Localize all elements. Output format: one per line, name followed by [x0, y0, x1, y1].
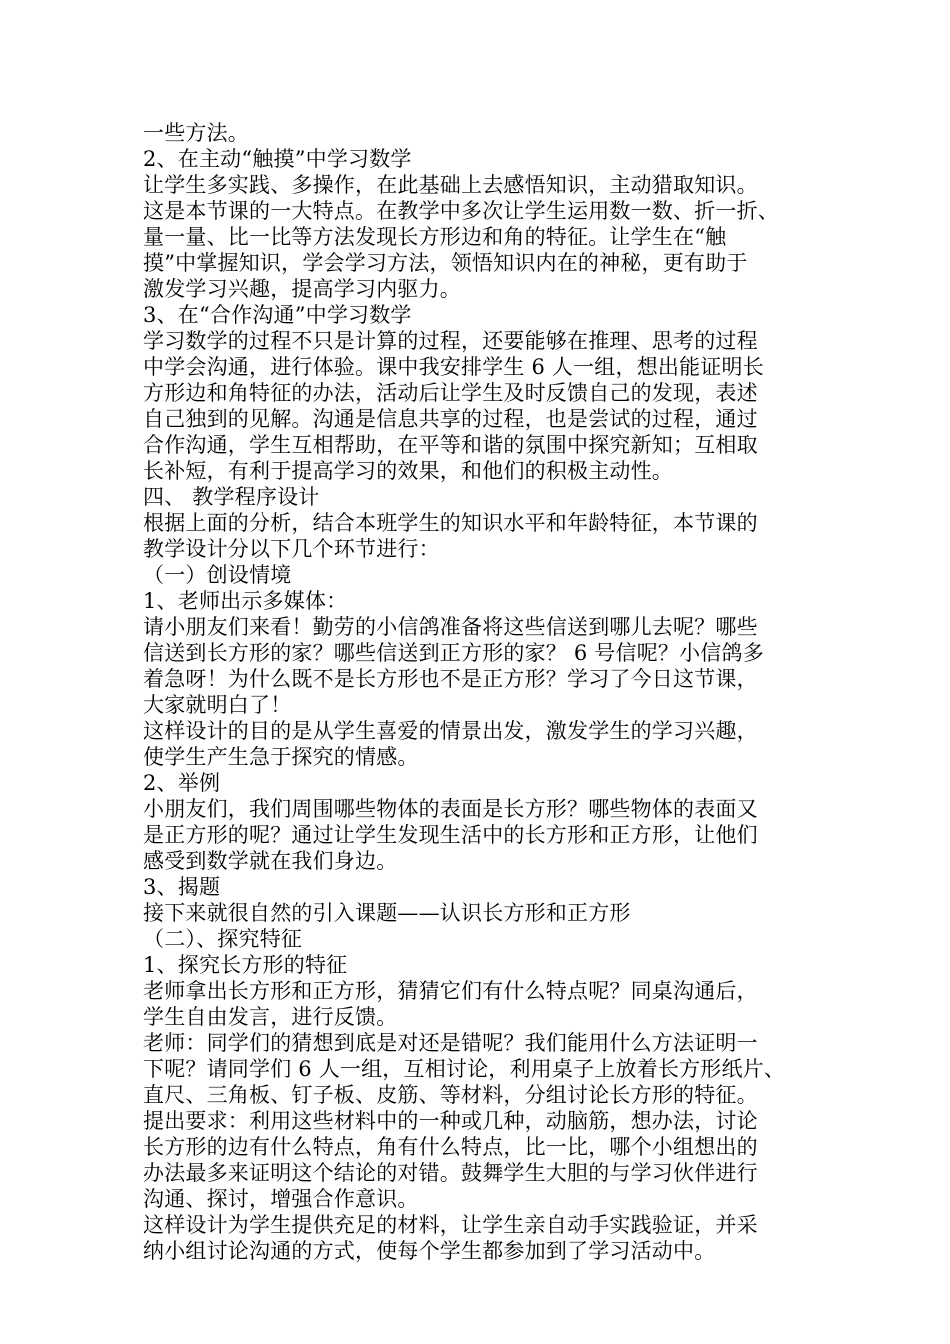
section-heading: 1、老师出示多媒体：: [143, 589, 348, 613]
text-line: 让学生多实践、多操作，在此基础上去感悟知识，主动猎取知识。: [143, 173, 758, 197]
section-heading: 3、揭题: [143, 875, 221, 899]
text-line: 量一量、比一比等方法发现长方形边和角的特征。让学生在“触: [143, 225, 727, 249]
text-line: 这样设计的目的是从学生喜爱的情景出发，激发学生的学习兴趣，: [143, 719, 758, 743]
text-line: 提出要求：利用这些材料中的一种或几种，动脑筋，想办法，讨论: [143, 1109, 758, 1133]
text-line: 自己独到的见解。沟通是信息共享的过程，也是尝试的过程，通过: [143, 407, 758, 431]
text-line: 长方形的边有什么特点，角有什么特点，比一比，哪个小组想出的: [143, 1135, 758, 1159]
section-heading: （一）创设情境: [143, 563, 292, 587]
text-line: 请小朋友们来看！勤劳的小信鸽准备将这些信送到哪儿去呢？哪些: [143, 615, 758, 639]
text-line: 大家就明白了！: [143, 693, 292, 717]
text-line: 激发学习兴趣，提高学习内驱力。: [143, 277, 461, 301]
text-line: 老师：同学们的猜想到底是对还是错呢？我们能用什么方法证明一: [143, 1031, 758, 1055]
text-line: 下呢？请同学们 6 人一组，互相讨论，利用桌子上放着长方形纸片、: [143, 1057, 786, 1081]
text-line: 一些方法。: [143, 121, 249, 145]
text-line: 老师拿出长方形和正方形，猜猜它们有什么特点呢？同桌沟通后，: [143, 979, 758, 1003]
text-line: 信送到长方形的家？哪些信送到正方形的家？ 6 号信呢？小信鸽多: [143, 641, 764, 665]
text-line: 这样设计为学生提供充足的材料，让学生亲自动手实践验证，并采: [143, 1213, 758, 1237]
text-line: 使学生产生急于探究的情感。: [143, 745, 419, 769]
section-heading: （二）、探究特征: [143, 927, 303, 951]
text-line: 这是本节课的一大特点。在教学中多次让学生运用数一数、折一折、: [143, 199, 779, 223]
text-line: 纳小组讨论沟通的方式，使每个学生都参加到了学习活动中。: [143, 1239, 716, 1263]
section-heading: 四、 教学程序设计: [143, 485, 320, 509]
text-line: 办法最多来证明这个结论的对错。鼓舞学生大胆的与学习伙伴进行: [143, 1161, 758, 1185]
section-heading: 1、探究长方形的特征: [143, 953, 348, 977]
text-line: 长补短，有利于提高学习的效果，和他们的积极主动性。: [143, 459, 673, 483]
text-line: 是正方形的呢？通过让学生发现生活中的长方形和正方形，让他们: [143, 823, 758, 847]
text-line: 中学会沟通，进行体验。课中我安排学生 6 人一组，想出能证明长: [143, 355, 764, 379]
text-line: 方形边和角特征的办法，活动后让学生及时反馈自己的发现，表述: [143, 381, 758, 405]
text-line: 沟通、探讨，增强合作意识。: [143, 1187, 419, 1211]
text-line: 感受到数学就在我们身边。: [143, 849, 398, 873]
section-heading: 3、在“合作沟通”中学习数学: [143, 303, 412, 327]
text-line: 合作沟通，学生互相帮助，在平等和谐的氛围中探究新知；互相取: [143, 433, 758, 457]
section-heading: 2、举例: [143, 771, 221, 795]
text-line: 着急呀！为什么既不是长方形也不是正方形？学习了今日这节课，: [143, 667, 758, 691]
text-line: 接下来就很自然的引入课题——认识长方形和正方形: [143, 901, 631, 925]
text-line: 教学设计分以下几个环节进行：: [143, 537, 440, 561]
text-line: 摸”中掌握知识，学会学习方法，领悟知识内在的神秘，更有助于: [143, 251, 748, 275]
text-line: 学习数学的过程不只是计算的过程，还要能够在推理、思考的过程: [143, 329, 758, 353]
document-body: [143, 120, 833, 1264]
text-line: 根据上面的分析，结合本班学生的知识水平和年龄特征，本节课的: [143, 511, 758, 535]
text-line: 小朋友们，我们周围哪些物体的表面是长方形？哪些物体的表面又: [143, 797, 758, 821]
section-heading: 2、在主动“触摸”中学习数学: [143, 147, 412, 171]
text-line: 学生自由发言，进行反馈。: [143, 1005, 398, 1029]
text-line: 直尺、三角板、钉子板、皮筋、等材料，分组讨论长方形的特征。: [143, 1083, 758, 1107]
